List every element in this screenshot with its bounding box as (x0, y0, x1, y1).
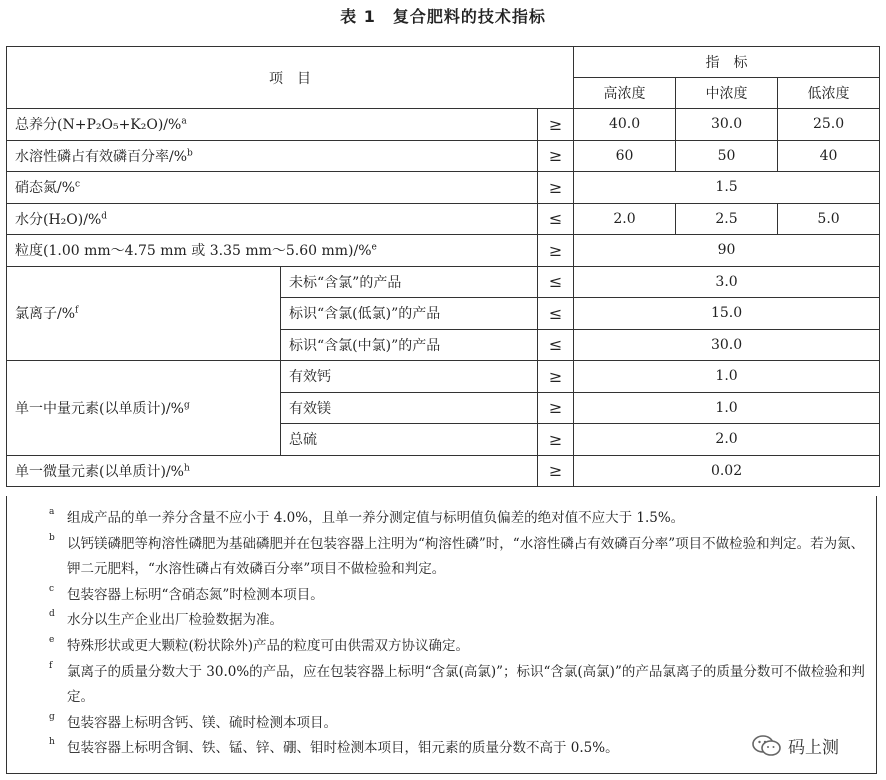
value-cell: 2.0 (574, 203, 676, 235)
value-cell: 3.0 (574, 266, 880, 298)
value-cell: 2.0 (574, 424, 880, 456)
compare-symbol: ≥ (538, 392, 574, 424)
value-cell: 90 (574, 235, 880, 267)
row-label: 单一中量元素(以单质计)/%$^g$ (7, 361, 281, 456)
sub-label: 标识“含氯(中氯)”的产品 (281, 329, 538, 361)
table-row (7, 140, 880, 172)
footnote: d 水分以生产企业出厂检验数据为准。 (49, 609, 283, 629)
header-high: 高浓度 (574, 78, 676, 109)
compare-symbol: ≥ (538, 109, 574, 141)
value-cell: 15.0 (574, 298, 880, 330)
table-title: 表 1 复合肥料的技术指标 (340, 7, 546, 26)
row-label: 水分(H₂O)/%$^d$ (7, 203, 538, 235)
sub-label: 有效镁 (281, 392, 538, 424)
value-cell: 1.0 (574, 392, 880, 424)
value-cell: 1.0 (574, 361, 880, 393)
compare-symbol: ≥ (538, 424, 574, 456)
value-cell: 1.5 (574, 172, 880, 204)
table-row (7, 203, 880, 235)
footnote: g 包装容器上标明含钙、镁、硫时检测本项目。 (49, 711, 337, 731)
watermark-text: 码上测 (788, 738, 839, 758)
table-row (7, 109, 880, 141)
value-cell: 5.0 (778, 203, 880, 235)
header-medium: 中浓度 (676, 78, 778, 109)
value-cell: 60 (574, 140, 676, 172)
sub-label: 标识“含氯(低氯)”的产品 (281, 298, 538, 330)
row-label: 单一微量元素(以单质计)/%$^h$ (7, 455, 538, 487)
compare-symbol: ≤ (538, 298, 574, 330)
header-index: 指 标 (574, 47, 880, 78)
wechat-icon (752, 734, 782, 758)
value-cell: 0.02 (574, 455, 880, 487)
value-cell: 2.5 (676, 203, 778, 235)
sub-label: 有效钙 (281, 361, 538, 393)
table-row (7, 266, 880, 298)
value-cell: 40.0 (574, 109, 676, 141)
footnote: b 以钙镁磷肥等枸溶性磷肥为基础磷肥并在包装容器上注明为“枸溶性磷”时，“水溶性磷占有效磷百分率”项目不做检验和判定。若为氮、钾二元肥料，“水溶性磷占有效磷百分率”项目不做检验和判定。 (49, 532, 865, 578)
row-label: 氯离子/%$^f$ (7, 266, 281, 361)
table-row (7, 172, 880, 204)
compare-symbol: ≤ (538, 329, 574, 361)
value-cell: 30.0 (676, 109, 778, 141)
compare-symbol: ≥ (538, 140, 574, 172)
sub-label: 未标“含氯”的产品 (281, 266, 538, 298)
watermark (752, 733, 839, 758)
header-low: 低浓度 (778, 78, 880, 109)
value-cell: 50 (676, 140, 778, 172)
row-label: 水溶性磷占有效磷百分率/%$^b$ (7, 140, 538, 172)
footnote: a 组成产品的单一养分含量不应小于 4.0%，且单一养分测定值与标明值负偏差的绝对值不应大于 1.5%。 (49, 507, 685, 526)
footnotes (6, 496, 877, 774)
value-cell: 25.0 (778, 109, 880, 141)
compare-symbol: ≥ (538, 172, 574, 204)
compare-symbol: ≥ (538, 455, 574, 487)
value-cell: 30.0 (574, 329, 880, 361)
spec-table (6, 46, 880, 487)
compare-symbol: ≥ (538, 361, 574, 393)
table-row (7, 361, 880, 393)
value-cell: 40 (778, 140, 880, 172)
sub-label: 总硫 (281, 424, 538, 456)
row-label: 总养分(N+P₂O₅+K₂O)/%$^a$ (7, 109, 538, 141)
footnote: e 特殊形状或更大颗粒(粉状除外)产品的粒度可由供需双方协议确定。 (49, 634, 470, 654)
row-label: 粒度(1.00 mm～4.75 mm 或 3.35 mm～5.60 mm)/%$^e$ (7, 235, 538, 267)
compare-symbol: ≤ (538, 266, 574, 298)
header-item: 项 目 (7, 47, 574, 109)
footnote: f 氯离子的质量分数大于 30.0%的产品，应在包装容器上标明“含氯(高氯)”；标识“含氯(高氯)”的产品氯离子的质量分数可不做检验和判定。 (49, 660, 865, 706)
compare-symbol: ≤ (538, 203, 574, 235)
table-row (7, 455, 880, 487)
row-label: 硝态氮/%$^c$ (7, 172, 538, 204)
footnote: c 包装容器上标明“含硝态氮”时检测本项目。 (49, 583, 324, 603)
compare-symbol: ≥ (538, 235, 574, 267)
footnote: h 包装容器上标明含铜、铁、锰、锌、硼、钼时检测本项目，钼元素的质量分数不高于 0.5%。 (49, 737, 619, 757)
table-row (7, 235, 880, 267)
